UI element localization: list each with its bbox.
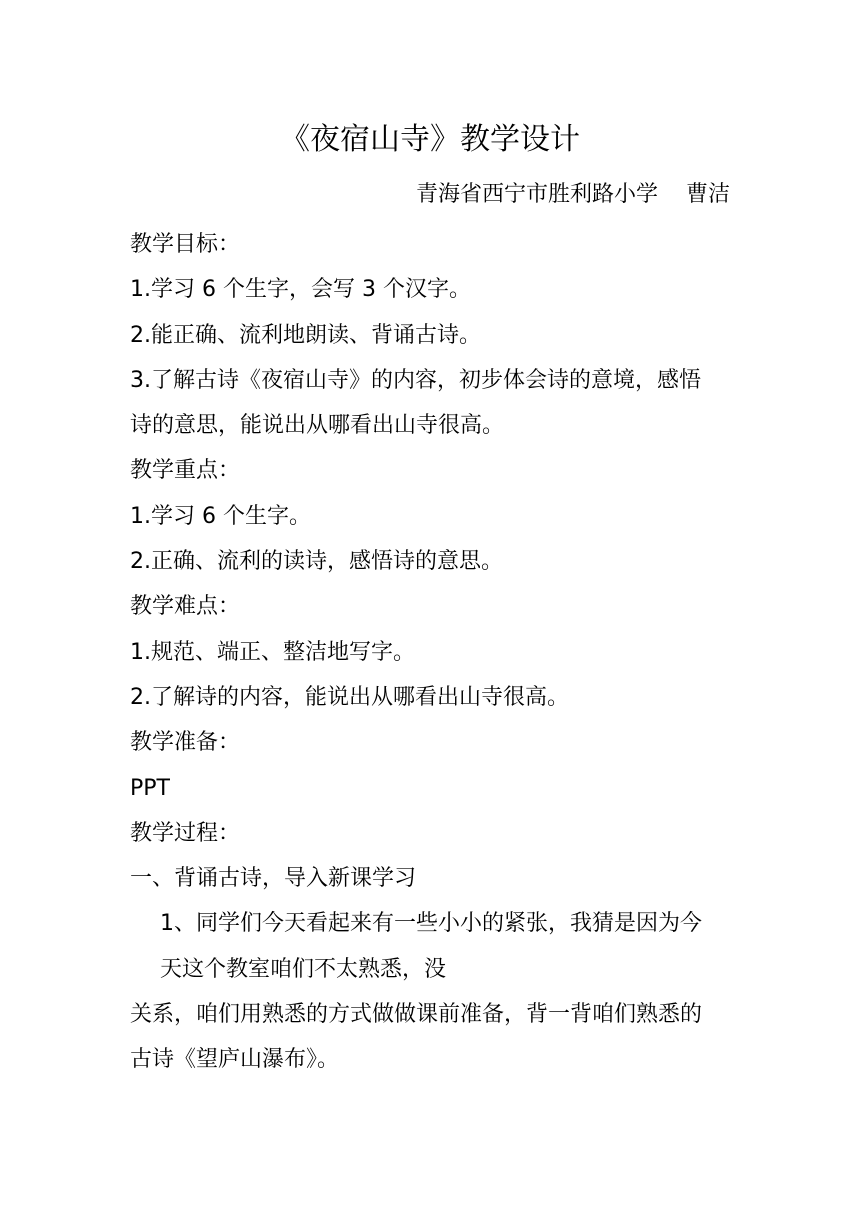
process-step-heading-1: 一、背诵古诗，导入新课学习	[130, 866, 417, 892]
goal-item-2: 2.能正确、流利地朗读、背诵古诗。	[130, 322, 481, 348]
process-step-1-line-3: 关系，咱们用熟悉的方式做做课前准备，背一背咱们熟悉的	[130, 1002, 703, 1028]
key-point-item-2: 2.正确、流利的读诗，感悟诗的意思。	[130, 549, 503, 575]
process-step-1-line-1: 1、同学们今天看起来有一些小小的紧张，我猜是因为今	[160, 911, 702, 937]
section-heading-goals: 教学目标：	[130, 232, 241, 257]
goal-item-3-line-2: 诗的意思，能说出从哪看出山寺很高。	[130, 413, 505, 439]
section-heading-key-points: 教学重点：	[130, 458, 241, 484]
process-step-1-line-4: 古诗《望庐山瀑布》。	[130, 1047, 340, 1073]
preparation-item: PPT	[130, 775, 170, 801]
process-step-1-line-2: 天这个教室咱们不太熟悉，没	[160, 956, 447, 982]
section-heading-preparation: 教学准备：	[130, 730, 241, 756]
difficulty-item-1: 1.规范、端正、整洁地写字。	[130, 639, 415, 665]
goal-item-3-line-1: 3.了解古诗《夜宿山寺》的内容，初步体会诗的意境，感悟	[130, 367, 701, 393]
author-line: 青海省西宁市胜利路小学 曹洁	[416, 182, 730, 207]
section-heading-process: 教学过程：	[130, 820, 241, 846]
goal-item-1: 1.学习 6 个生字，会写 3 个汉字。	[130, 277, 471, 303]
section-heading-difficulties: 教学难点：	[130, 594, 241, 620]
document-body	[130, 222, 730, 1083]
document-title: 《夜宿山寺》教学设计	[280, 122, 580, 157]
difficulty-item-2: 2.了解诗的内容，能说出从哪看出山寺很高。	[130, 684, 569, 710]
key-point-item-1: 1.学习 6 个生字。	[130, 503, 311, 529]
